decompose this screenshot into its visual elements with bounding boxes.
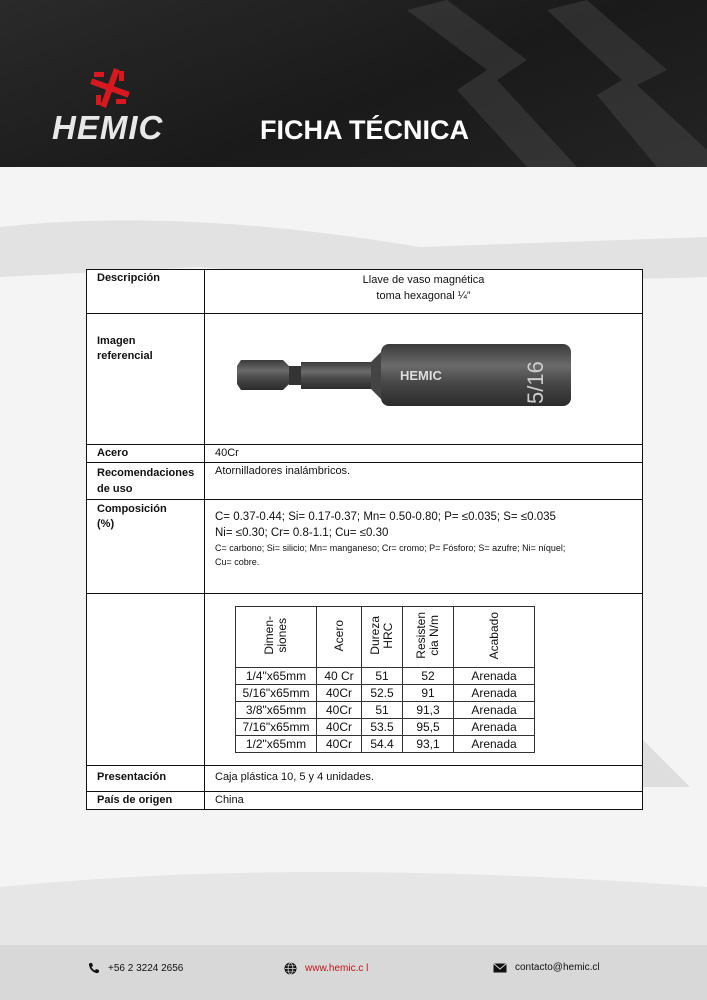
header [0,0,707,167]
label-descripcion: Descripción [87,270,205,314]
value-recomendaciones: Atornilladores inalámbricos. [205,463,643,500]
dims-cell: 5/16"x65mm [236,685,317,702]
dims-header-dureza: Dureza HRC [368,616,395,655]
email-icon [493,963,507,973]
row-acero [87,445,643,463]
brand-name: HEMIC [52,109,164,146]
website-link[interactable]: www.hemic.c l [305,963,369,974]
label-pais: País de origen [87,792,205,810]
footer-email [493,962,600,973]
spec-table [86,269,643,810]
value-acero: 40Cr [205,445,643,463]
dims-header-row [236,607,535,668]
dims-cell: 91 [403,685,454,702]
value-pais: China [205,792,643,810]
dims-cell: 40Cr [317,685,362,702]
composicion-line-2: Ni= ≤0.30; Cr= 0.8-1.1; Cu= ≤0.30 [215,527,389,539]
value-dimensiones [205,594,643,766]
dims-cell: 93,1 [403,736,454,753]
phone-icon [88,962,100,974]
row-composicion [87,500,643,594]
label-presentacion: Presentación [87,766,205,792]
dims-header-acabado: Acabado [486,611,501,660]
dims-cell: 40Cr [317,719,362,736]
row-descripcion [87,270,643,314]
label-acero: Acero [87,445,205,463]
label-composicion [87,500,205,594]
dims-cell: 52 [403,668,454,685]
dims-cell: 53.5 [362,719,403,736]
row-dimensiones [87,594,643,766]
dims-cell: 40 Cr [317,668,362,685]
dims-header-resistencia: Resisten cia N/m [414,612,441,659]
row-imagen [87,314,643,445]
imagen-label-line-2: referencial [97,350,153,362]
composicion-note-2: Cu= cobre. [215,557,260,567]
table-row [236,702,535,719]
dims-cell: Arenada [454,719,535,736]
dims-header-acero: Acero [331,619,346,652]
dims-cell: 7/16"x65mm [236,719,317,736]
composicion-line-1: C= 0.37-0.44; Si= 0.17-0.37; Mn= 0.50-0.80; P= ≤0.035; S= ≤0.035 [215,511,556,523]
product-brand-text: HEMIC [400,368,442,383]
composicion-label-line-2: (%) [97,518,115,530]
footer [0,945,707,1000]
dims-cell: Arenada [454,668,535,685]
table-row [236,668,535,685]
row-recomendaciones [87,463,643,500]
value-composicion [205,500,643,594]
product-image-cell [205,314,643,445]
product-size-text: 5/16 [523,361,548,404]
dims-cell: 1/2"x65mm [236,736,317,753]
recomendaciones-label-line-1: Recomendaciones [97,467,195,479]
label-recomendaciones [87,463,205,500]
dims-cell: 95,5 [403,719,454,736]
dims-cell: 40Cr [317,736,362,753]
value-descripcion [205,270,643,314]
page-title: FICHA TÉCNICA [260,115,469,145]
descripcion-line-1: Llave de vaso magnética [362,274,485,286]
composicion-note-1: C= carbono; Si= silicio; Mn= manganeso; Cr= cromo; P= Fósforo; S= azufre; Ni= níquel; [215,543,566,553]
dims-cell: 54.4 [362,736,403,753]
footer-phone [88,962,183,974]
dims-cell: 91,3 [403,702,454,719]
dims-cell: 40Cr [317,702,362,719]
table-row [236,685,535,702]
label-dimensiones-empty [87,594,205,766]
imagen-label-line-1: Imagen [97,335,136,347]
dims-cell: Arenada [454,702,535,719]
dimensions-table [235,606,535,753]
hemic-logo-icon [88,66,132,110]
value-presentacion: Caja plástica 10, 5 y 4 unidades. [205,766,643,792]
recomendaciones-label-line-2: de uso [97,483,133,495]
dims-cell: 51 [362,702,403,719]
dims-cell: 3/8"x65mm [236,702,317,719]
composicion-label-line-1: Composición [97,503,167,515]
dims-cell: Arenada [454,736,535,753]
dims-cell: 52.5 [362,685,403,702]
row-pais [87,792,643,810]
product-image [205,314,645,441]
table-row [236,736,535,753]
dims-cell: Arenada [454,685,535,702]
table-row [236,719,535,736]
phone-number[interactable]: +56 2 3224 2656 [108,962,184,974]
dims-header-dimensiones: Dimen- siones [262,616,289,655]
dims-cell: 1/4"x65mm [236,668,317,685]
label-imagen [87,314,205,445]
descripcion-line-2: toma hexagonal ¼” [376,290,471,302]
row-presentacion [87,766,643,792]
dims-cell: 51 [362,668,403,685]
footer-web [284,962,368,975]
globe-icon [284,962,297,975]
email-link[interactable]: contacto@hemic.cl [515,962,600,973]
